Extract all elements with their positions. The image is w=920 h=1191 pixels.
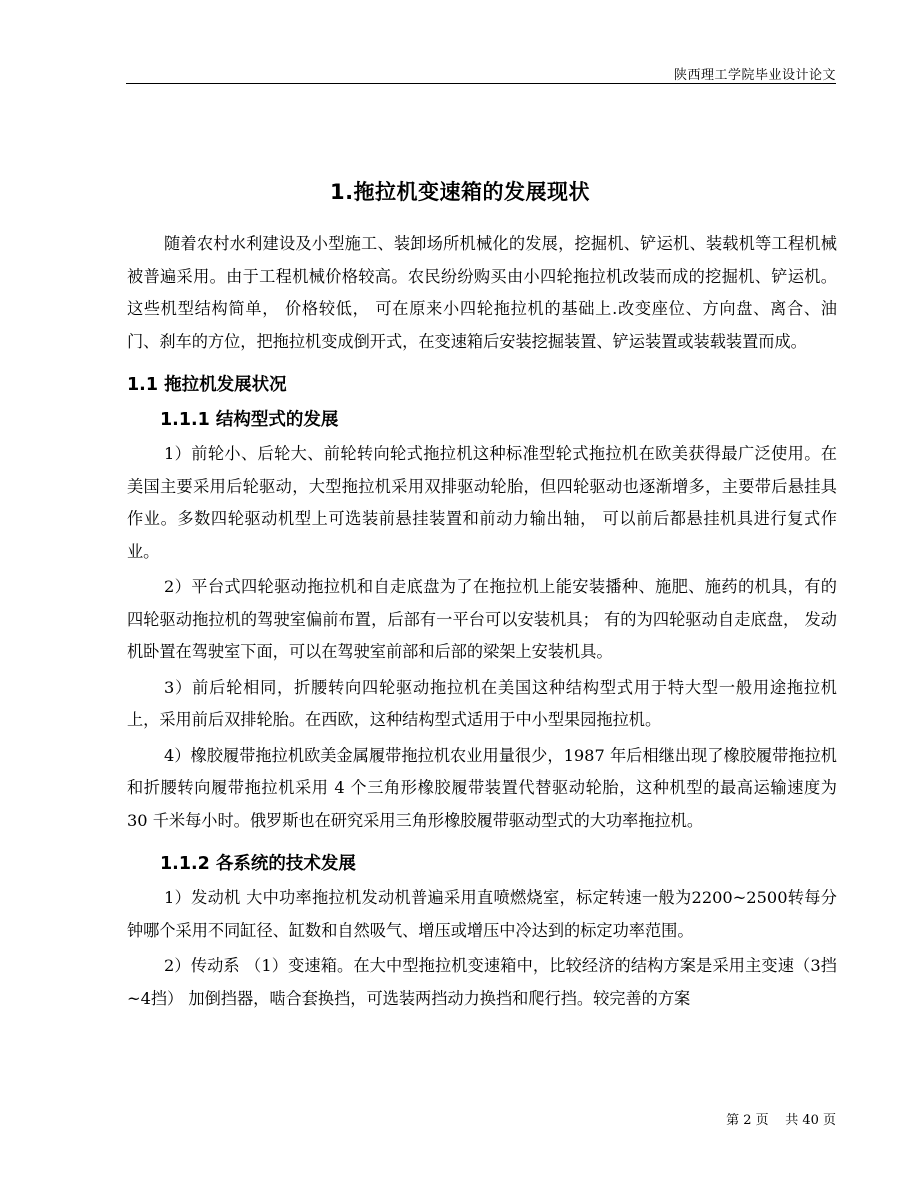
section-heading-1-1: 1.1 拖拉机发展状况	[127, 375, 287, 395]
paragraph-item: 4）橡胶履带拖拉机欧美金属履带拖拉机农业用量很少，1987 年后相继出现了橡胶履带拖拉机和折腰转向履带拖拉机采用 4 个三角形橡胶履带装置代替驱动轮胎，这种机型的最高运输速度为 30 千米每小时。俄罗斯也在研究采用三角形橡胶履带驱动型式的大功率拖拉机。	[127, 745, 837, 830]
page-number: 第 2 页	[726, 1113, 769, 1128]
section-heading-1-1-2: 1.1.2 各系统的技术发展	[160, 854, 356, 874]
paragraph-item: 3）前后轮相同，折腰转向四轮驱动拖拉机在美国这种结构型式用于特大型一般用途拖拉机上，采用前后双排轮胎。在西欧，这种结构型式适用于中小型果园拖拉机。	[127, 677, 837, 729]
page-total: 共 40 页	[785, 1113, 836, 1128]
running-header: 陕西理工学院毕业设计论文	[673, 68, 836, 83]
chapter-title: 1.拖拉机变速箱的发展现状	[329, 180, 591, 204]
section-heading-1-1-1: 1.1.1 结构型式的发展	[160, 410, 339, 430]
intro-paragraph: 随着农村水利建设及小型施工、装卸场所机械化的发展，挖掘机、铲运机、装载机等工程机械被普遍采用。由于工程机械价格较高。农民纷纷购买由小四轮拖拉机改装而成的挖掘机、铲运机。这些机型结构简单， 价格较低， 可在原来小四轮拖拉机的基础上.改变座位、方向盘、离合、油门、刹车的方位，把拖拉机变成倒开式，在变速箱后安装挖掘装置、铲运装置或装载装置而成。	[127, 234, 837, 351]
body-content	[127, 228, 837, 1018]
paragraph-item: 1）发动机 大中功率拖拉机发动机普遍采用直喷燃烧室，标定转速一般为2200~2500转每分钟哪个采用不同缸径、缸数和自然吸气、增压或增压中冷达到的标定功率范围。	[127, 888, 837, 940]
paragraph-item: 2）传动系 （1）变速箱。在大中型拖拉机变速箱中，比较经济的结构方案是采用主变速（3挡~4挡） 加倒挡器，啮合套换挡，可选装两挡动力换挡和爬行挡。较完善的方案	[127, 956, 837, 1008]
header-divider	[126, 83, 836, 84]
page-footer	[726, 1109, 836, 1128]
paragraph-item: 1）前轮小、后轮大、前轮转向轮式拖拉机这种标准型轮式拖拉机在欧美获得最广泛使用。在美国主要采用后轮驱动，大型拖拉机采用双排驱动轮胎，但四轮驱动也逐渐增多，主要带后悬挂具作业。多数四轮驱动机型上可选装前悬挂装置和前动力输出轴， 可以前后都悬挂机具进行复式作业。	[127, 444, 837, 561]
paragraph-item: 2）平台式四轮驱动拖拉机和自走底盘为了在拖拉机上能安装播种、施肥、施药的机具，有的四轮驱动拖拉机的驾驶室偏前布置，后部有一平台可以安装机具； 有的为四轮驱动自走底盘， 发动机卧置在驾驶室下面，可以在驾驶室前部和后部的梁架上安装机具。	[127, 577, 837, 661]
